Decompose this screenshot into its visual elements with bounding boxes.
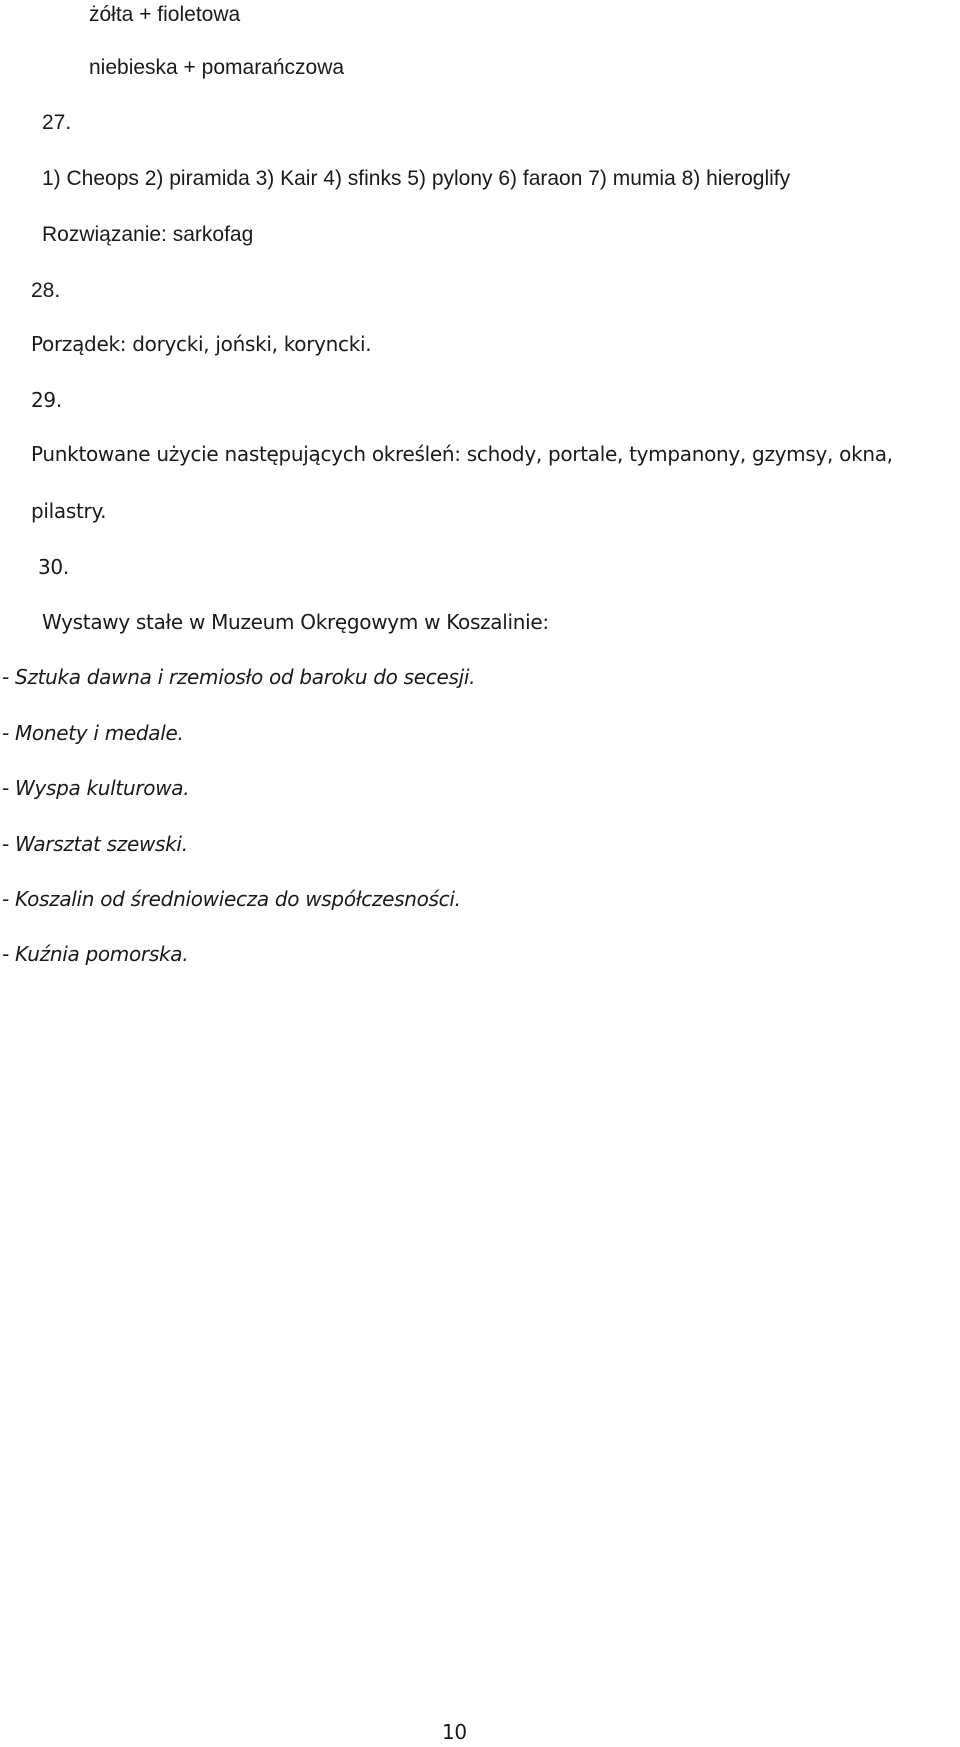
exhibition-list-item: - Kuźnia pomorska. bbox=[2, 942, 189, 966]
exhibition-list-item: - Warsztat szewski. bbox=[2, 832, 188, 856]
question-29-answer-line-2: pilastry. bbox=[31, 499, 107, 523]
page-number: 10 bbox=[442, 1720, 467, 1744]
question-30-number: 30. bbox=[38, 555, 69, 579]
question-30-intro: Wystawy stałe w Muzeum Okręgowym w Koszalinie: bbox=[42, 610, 549, 634]
exhibition-list-item: - Sztuka dawna i rzemiosło od baroku do secesji. bbox=[2, 665, 476, 689]
question-28-number: 28. bbox=[31, 279, 61, 302]
exhibition-list-item: - Koszalin od średniowiecza do współczesności. bbox=[2, 887, 461, 911]
color-pair-blue-orange: niebieska + pomarańczowa bbox=[89, 56, 345, 79]
question-27-items: 1) Cheops 2) piramida 3) Kair 4) sfinks 5) pylony 6) faraon 7) mumia 8) hieroglify bbox=[42, 167, 791, 190]
color-pair-yellow-violet: żółta + fioletowa bbox=[89, 3, 241, 26]
question-29-answer-line-1: Punktowane użycie następujących określeń: schody, portale, tympanony, gzymsy, okna, bbox=[31, 442, 893, 466]
question-28-answer: Porządek: dorycki, joński, koryncki. bbox=[31, 332, 372, 356]
question-27-number: 27. bbox=[42, 111, 72, 134]
exhibition-list-item: - Wyspa kulturowa. bbox=[2, 776, 190, 800]
question-27-solution: Rozwiązanie: sarkofag bbox=[42, 223, 254, 246]
exhibition-list-item: - Monety i medale. bbox=[2, 721, 184, 745]
question-29-number: 29. bbox=[31, 388, 62, 412]
